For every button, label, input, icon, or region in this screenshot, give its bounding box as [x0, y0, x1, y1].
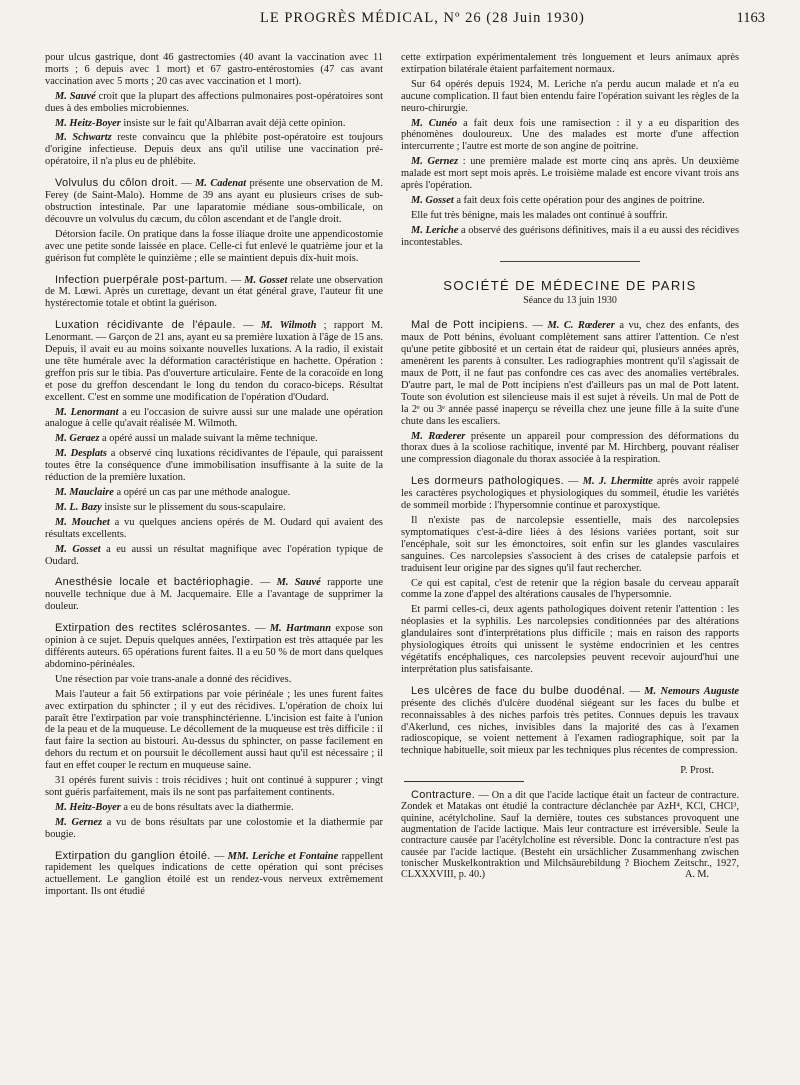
paragraph: M. Gernez : une première malade est morte cinq ans après. Un deuxième malade est mort sept mois après. Le troisième malade est encore vivant trois ans après l'opération.: [401, 156, 740, 192]
section-ulceres: Les ulcères de face du bulbe duodénal. — M. Nemours Auguste présente des clichés d'ulcère duodénal siégeant sur les faces du bulbe et reconnaissables à des niches parfois très petites. Connues depuis les travaux d'Akerlund, ces niches, invisibles dans la majorité des cas à l'examen radioscopique, se voient nettement à l'examen radiographique, soit par la technique habituelle, soit mieux par les techniques plus récentes de compression.: [401, 684, 739, 757]
signature: P. Prost.: [680, 765, 714, 777]
section-heading: Les dormeurs pathologiques.: [411, 475, 565, 488]
paragraph: M. Cunéo a fait deux fois une ramisection : il y a eu disparition des phénomènes douloureux. Une des malades est morte d'une affection intercurrente ; l'autre est morte de son angine de poitrine.: [401, 117, 739, 153]
running-header: [40, 10, 765, 32]
session-date: Séance du 13 juin 1930: [523, 294, 617, 306]
section-heading: Les ulcères de face du bulbe duodénal.: [411, 684, 626, 697]
section-volvulus: Volvulus du côlon droit. — M. Cadenat présente une observation de M. Ferey (de Saint-Malo). Homme de 39 ans ayant eu plusieurs crises de sub-obstruction intestinale. Par une laparatomie médiane sous-ombilicale, on découvre un volvulus du cæcum, du côlon ascendant et de l'angle droit.: [45, 177, 383, 225]
paragraph: Elle fut très bénigne, mais les malades ont continué à souffrir.: [411, 209, 668, 221]
journal-header-title: LE PROGRÈS MÉDICAL, Nº 26 (28 Juin 1930): [260, 10, 585, 26]
paragraph: M. Rœderer présente un appareil pour compression des déformations du thorax dues à la scoliose rachitique, inventé par M. Hirchberg, pouvant réaliser une compression diagonale du thorax associée à la respiration.: [401, 430, 740, 466]
section-heading: Luxation récidivante de l'épaule.: [55, 319, 236, 332]
divider: [404, 781, 524, 782]
section-heading: Contracture.: [411, 789, 476, 802]
section-anesthesie: Anesthésie locale et bactériophagie. — M. Sauvé rapporte une nouvelle technique due à M. Jacquemaire. Elle a l'avantage de supprimer la douleur.: [45, 576, 383, 613]
section-ganglion-etoile: Extirpation du ganglion étoilé. — MM. Leriche et Fontaine rappellent rapidement les quelques indications de cette opération qui sont précises actuellement. Le ganglion étoilé est un rendez-vous nerveux extrêmement important. Ils ont étudié: [45, 849, 384, 898]
left-column: [45, 52, 383, 901]
paragraph: M. Gosset a fait deux fois cette opération pour des angines de poitrine.: [411, 194, 705, 206]
right-column: [401, 52, 739, 884]
section-heading: Extirpation des rectites sclérosantes.: [55, 622, 251, 635]
paragraph: Une résection par voie trans-anale a donné des récidives.: [55, 673, 292, 685]
section-heading: Infection puerpérale post-partum.: [55, 273, 228, 286]
society-heading: SOCIÉTÉ DE MÉDECINE DE PARIS: [443, 277, 697, 293]
note-signature: A. M.: [684, 869, 709, 881]
paragraph: Détorsion facile. On pratique dans la fosse iliaque droite une appendicostomie avec une petite sonde laissée en place. Celle-ci fut enlevé le quatrième jour et la guérison fut complète le quinzième ; elle se maintient depuis dix-huit mois.: [45, 228, 383, 264]
paragraph: Ce qui est capital, c'est de retenir que la région basale du cerveau apparaît comme la zone d'appel des altérations causales de l'hypersomnie.: [401, 577, 739, 601]
paragraph: M. L. Bazy insiste sur le plissement du sous-scapulaire.: [55, 501, 286, 513]
note-contracture: Contracture. — On a dit que l'acide lactique était un facteur de contracture. Zondek et Matakas ont étudié la contracture déclanchée par AzH⁴, KCl, CHCl³, quinine, acétylcholine. Sauf la dernière, toutes ces substances provoquent une augmentation de l'acide lactique. Mais leur contracture est irréversible. Seule la contracture causée par l'acétylcholine est réversible. Donc la contracture n'est pas causée par l'acide lactique. (Besteht ein ursächlicher Zusammenhang zwischen tonischer Muskelkontraktion und Milchsäurebildung ? Biochem Zeitschr., 1927, CLXXXVIII, p. 40.) A. M.: [401, 789, 739, 881]
paragraph: cette extirpation expérimentalement très longuement et leurs animaux après extirpation bilatérale étaient parfaitement normaux.: [401, 52, 739, 75]
section-heading: Extirpation du ganglion étoilé.: [55, 849, 211, 862]
paragraph: M. Lenormant a eu l'occasion de suivre aussi sur une malade une opération analogue à celle qu'avait réalisée M. Wilmoth.: [45, 406, 384, 430]
paragraph: M. Gosset a eu aussi un résultat magnifique avec l'opération typique de Oudard.: [45, 543, 383, 567]
paragraph: Sur 64 opérés depuis 1924, M. Leriche n'a perdu aucun malade et n'a eu aucune complication. Il faut bien entendu faire l'opération suivant les règles de la neuro-chirurgie.: [401, 78, 739, 114]
paragraph: pour ulcus gastrique, dont 46 gastrectomies (40 avant la vaccination avec 11 morts ; 6 depuis avec 1 mort) et 67 gastro-entérostomies (47 cas avant vaccination avec 5 morts ; 20 cas avec vaccination et 1 mort).: [45, 52, 383, 87]
paragraph: 31 opérés furent suivis : trois récidives ; huit ont continué à suppurer ; vingt sont guéris parfaitement, mais ils ne sont pas parfaitement continents.: [45, 775, 383, 798]
paragraph: M. Geraez a opéré aussi un malade suivant la même technique.: [55, 433, 318, 445]
section-infection-puerperale: Infection puerpérale post-partum. — M. Gosset relate une observation de M. Lœwi. Après un curettage, devant un état général grave, l'auteur fit une hystérectomie totale et obtint la guérison.: [45, 273, 384, 310]
section-heading: Mal de Pott incipiens.: [411, 319, 528, 332]
paragraph: M. Schwartz reste convaincu que la phlébite post-opératoire est toujours d'origine infectieuse. Depuis deux ans qu'il utilise une vaccination pré-opératoire, il n'a plus eu de phlébite.: [45, 132, 383, 168]
section-heading: Anesthésie locale et bactériophagie.: [55, 576, 254, 589]
paragraph: M. Mauclaire a opéré un cas par une méthode analogue.: [55, 487, 291, 498]
paragraph: M. Desplats a observé cinq luxations récidivantes de l'épaule, qui paraissent toutes être la conséquence d'une immobilisation insuffisante à la suite de la réduction de la première luxation.: [45, 448, 383, 484]
paragraph: M. Heitz-Boyer a eu de bons résultats avec la diathermie.: [55, 801, 294, 813]
section-rectites: Extirpation des rectites sclérosantes. — M. Hartmann expose son opinion à ce sujet. Depuis quelques années, l'extirpation est très attaquée par les différents auteurs. 65 opérations furent faites. Il a eu 50 % de mort dans quelques abdomino-périnéales.: [45, 622, 383, 670]
section-mal-de-pott: Mal de Pott incipiens. — M. C. Rœderer a vu, chez des enfants, des maux de Pott bénins, évoluant complètement sans attirer l'attention. Ce n'est qu'une petite gibbosité et un certain état de raideur qui, plusieurs années après, amenèrent les parents à consulter. Les radiographies montrent qu'il s'agissait de maux de Pott, il ne faut pas confondre ces cas avec des anomalies vertébrales. D'autre part, le mal de Pott incipiens n'est d'ailleurs pas un mal de Pott latent. Toute son évolution est silencieuse mais il est sujet à réveils. Un mal de Pott de la 2ᵉ ou 3ᵉ année passé inaperçu se réveilla chez une jeune fille à la suite d'une chute dans les escaliers.: [401, 319, 739, 427]
paragraph: M. Heitz-Boyer insiste sur le fait qu'Albarran avait déjà cette opinion.: [55, 117, 346, 129]
paragraph: Mais l'auteur a fait 56 extirpations par voie périnéale ; les unes furent faites avec extirpation du sphincter ; il y eut des récidives. L'opération de choix lui paraît être l'extirpation par voie transphinctérienne. L'incision est faite à l'union de la peau et de la muqueuse. Le décollement de la muqueuse est très difficile : il faut faire la section au bistouri. Au-dessus du sphincter, on passe facilement en dehors du rectum et on poursuit le décollement aussi haut qu'il est nécessaire ; il faut en effet couper le rectum en muqueuse saine.: [45, 688, 383, 772]
paragraph: M. Gernez a vu de bons résultats par une colostomie et la diathermie par bougie.: [45, 816, 383, 840]
page-number: 1163: [736, 10, 765, 26]
section-dormeurs: Les dormeurs pathologiques. — M. J. Lhermitte après avoir rappelé les caractères psychologiques et physiologiques du sommeil, étudie les variétés de sommeil morbide : l'hypersomnie continue et paroxystique.: [401, 475, 740, 512]
paragraph: M. Sauvé croit que la plupart des affections pulmonaires post-opératoires sont dues à des embolies microbiennes.: [45, 90, 383, 114]
paragraph: M. Leriche a observé des guérisons définitives, mais il a eu aussi des récidives incontestables.: [401, 224, 740, 248]
paragraph: Il n'existe pas de narcolepsie essentielle, mais des narcolepsies symptomatiques c'est-à-dire liées à des lésions variées portant, soit sur l'encéphale, soit sur les émonctoires, soit enfin sur les glandes vasculaires sanguines. Ces narcolepsies s'associent à des crises de catalepsie parfois et traduisent leur origine par des signes qu'il faut rechercher.: [401, 515, 739, 574]
paragraph: M. Mouchet a vu quelques anciens opérés de M. Oudard qui avaient des résultats excellents.: [45, 516, 383, 540]
section-luxation: Luxation récidivante de l'épaule. — M. Wilmoth ; rapport M. Lenormant. — Garçon de 21 ans, ayant eu sa première luxation à l'âge de 15 ans. Depuis, il avait eu au moins soixante nouvelles luxations. A la radio, il existait une tête humérale avec la déformation caractéristique en hachette. Opération : greffon pris sur le tibia. Pas d'ouverture articulaire. Fente de la coracoïde en long et pose du greffon descendant le long du tendon du coraco-biceps. Résultat excellent. C'est en somme une modification de l'opération d'Oudard.: [45, 319, 383, 403]
section-heading: Volvulus du côlon droit.: [55, 177, 178, 190]
divider: [500, 261, 640, 262]
paragraph: Et parmi celles-ci, deux agents pathologiques doivent retenir l'attention : les néoplasies et la syphilis. Les narcolepsies conditionnées par des altérations glandulaires sont d'interprétations plus difficile ; mais en raison des rapports physiologiques étroits qui unissent le système endocrinien et les centres végétatifs encéphaliques, ces narcolepsies peuvent recevoir aujourd'hui une interprétation plus satisfaisante.: [401, 604, 739, 675]
